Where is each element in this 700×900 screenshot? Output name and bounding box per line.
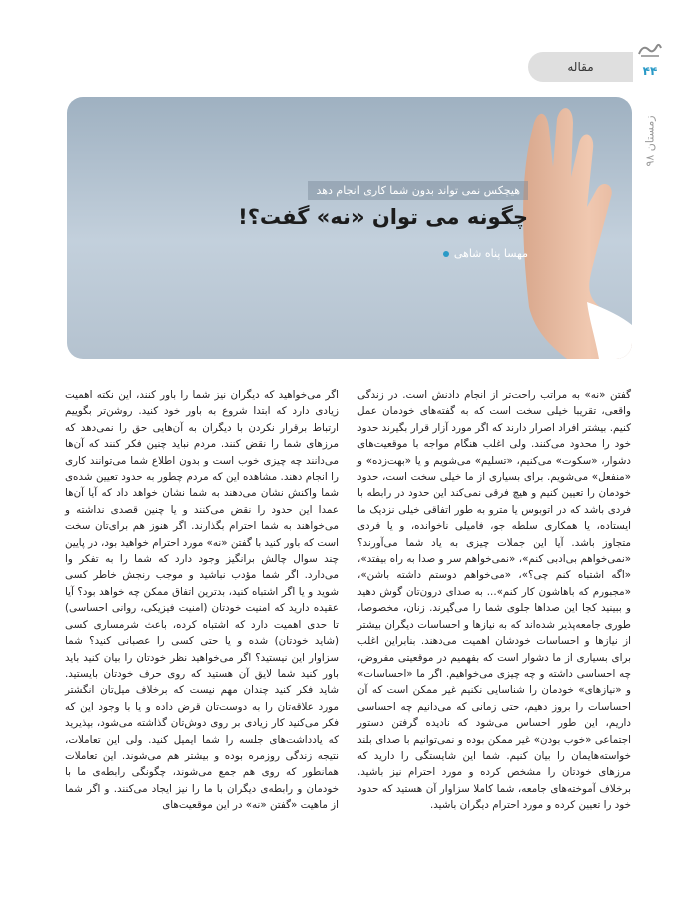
magazine-logo bbox=[637, 42, 663, 58]
article-column-left bbox=[65, 387, 339, 814]
author-name: مهسا پناه شاهی bbox=[453, 247, 528, 260]
section-label: مقاله bbox=[528, 52, 633, 82]
author-byline bbox=[443, 247, 528, 260]
page-number: ۴۴ bbox=[642, 64, 658, 78]
hero-kicker: هیچکس نمی تواند بدون شما کاری انجام دهد bbox=[308, 181, 528, 200]
article-column-right bbox=[357, 387, 631, 814]
hero-banner bbox=[67, 97, 632, 359]
issue-label bbox=[640, 86, 660, 196]
issue-text: زمستان ۹۸ bbox=[643, 115, 657, 167]
article-title: چگونه می توان «نه» گفت؟! bbox=[238, 205, 528, 229]
column-text: گفتن «نه» به مراتب راحت‌تر از انجام دادنش است. در زندگی واقعی، تقریبا خیلی سخت است که به گفته‌های خودمان عمل کنیم. بیشتر افراد اصرار دارند که اگر مورد آزار قرار بگیرند حدود خود را محدود می‌کنند. ولی اغلب هنگام مواجه با موقعیت‌های دشوار، «سکوت» می‌کنیم، «تسلیم» می‌شویم و یا «بهت‌زده» و «منفعل» می‌شویم. برای بسیاری از ما خیلی سخت است، حدود خودمان را تعیین کنیم و هیچ فرقی نمی‌کند این حدود در رابطه با فردی باشد که در اتوبوس یا مترو به طور اتفاقی خیلی نزدیک ما ایستاده، یا همکاری سلطه جو، فامیلی ناخوانده، و یا فردی متجاوز باشد. آیا این جملات چیزی به یاد شما می‌آورند؟ «نمی‌خواهم بی‌ادبی کنم»، «نمی‌خواهم سر و صدا به راه بیفتد»، «اگه اشتباه کنم چی؟»، «می‌خواهم دوستم داشته باشن»، «مجبورم که باهاشون کار کنم»... به صدای درون‌تان گوش دهید و ببینید کجا این صداها جلوی شما را می‌گیرند. زنان، مخصوصا، طوری جامعه‌پذیر شده‌اند که به نیازها و احساسات دیگران بیشتر از نیازها و احساسات خودشان اهمیت می‌دهند. بنابراین اغلب برای بسیاری از ما دشوار است که بفهمیم در موقعیتی مفروض، چه احساسی داشته و چه چیزی می‌خواهیم. اگر ما «احساسات» و «نیازهای» خودمان را شناسایی نکنیم غیر ممکن است که آن احساسات را بروز دهیم، حتی زمانی که می‌دانیم چه احساسی داریم، این طور احساس می‌شود که نادیده گرفتن دستور اجتماعی «خوب بودن» غیر ممکن بوده و نمی‌توانیم با صدای بلند خواسته‌هایمان را بیان کنیم. شما این شایستگی را دارید که مرزهای خودتان را مشخص کرده و مورد احترام نیز باشید. برخلاف آموخته‌های جامعه، شما کاملا سزاوار آن هستید که حدود خود را تعیین کرده و مورد احترام دیگران باشید. bbox=[357, 389, 631, 812]
bullet-icon bbox=[443, 251, 449, 257]
column-text: اگر می‌خواهید که دیگران نیز شما را باور کنند، این نکته اهمیت زیادی دارد که ابتدا شروع به باور خود کنید. روشن‌تر بگوییم ارتباط برقرار نکردن با دیگران به آن‌هایی حق را نمی‌دهد که مرزهای شما را نقض کنند. مردم نباید چنین فکر کنند که آن‌ها می‌دانند چه چیزی خوب است و بدون اطلاع شما می‌توانند کاری را انجام دهند. مشاهده این که مردم چطور به حدود تعیین شده‌ی شما واکنش نشان می‌دهند به شما نشان خواهد داد که آیا آن‌ها عمدا این حدود را نقض می‌کنند و یا چنین قصدی نداشته و می‌خواهند به شما احترام بگذارند. اگر هنوز هم برای‌تان سخت است که باور کنید با گفتن «نه» مورد احترام خواهید بود، در پایین چند سوال چالش برانگیز وجود دارد که شما را به تفکر وا می‌دارد. اگر شما مؤدب نباشید و موجب رنجش خاطر کسی شوید و یا اگر اشتباه کنید، بدترین اتفاق ممکن چه خواهد بود؟ آیا عقیده دارید که امنیت خودتان (امنیت فیزیکی، روانی احساسی) تا حدی اهمیت دارد که اشتباه کرده، باعث شرمساری کسی (شاید خودتان) شده و یا حتی کسی را عصبانی کنید؟ شما سزاوار این نیستید؟ اگر می‌خواهید نظر خودتان را بیان کنید باید باور کنید شما لایق آن هستید که روی حرف خودتان بایستید. شاید فکر کنید چندان مهم نیست که برخلاف میل‌تان انگشتر مورد علاقه‌تان را به دوست‌تان قرض داده و یا با وجود این که فکر می‌کنید کار زیادی بر روی دوش‌تان گذاشته می‌شود، بپذیرید که یادداشت‌های جلسه را شما ایمیل کنید. ولی این تعاملات، نتیجه زندگی روزمره بوده و بیشتر هم می‌شوند. این تعاملات همانطور که روی هم جمع می‌شوند، چگونگی رابطه‌ی ما با خودمان و رابطه‌ی دیگران با ما را نیز ایجاد می‌کنند. و اگر شما از ماهیت «گفتن «نه» در این موقعیت‌های bbox=[65, 389, 339, 812]
